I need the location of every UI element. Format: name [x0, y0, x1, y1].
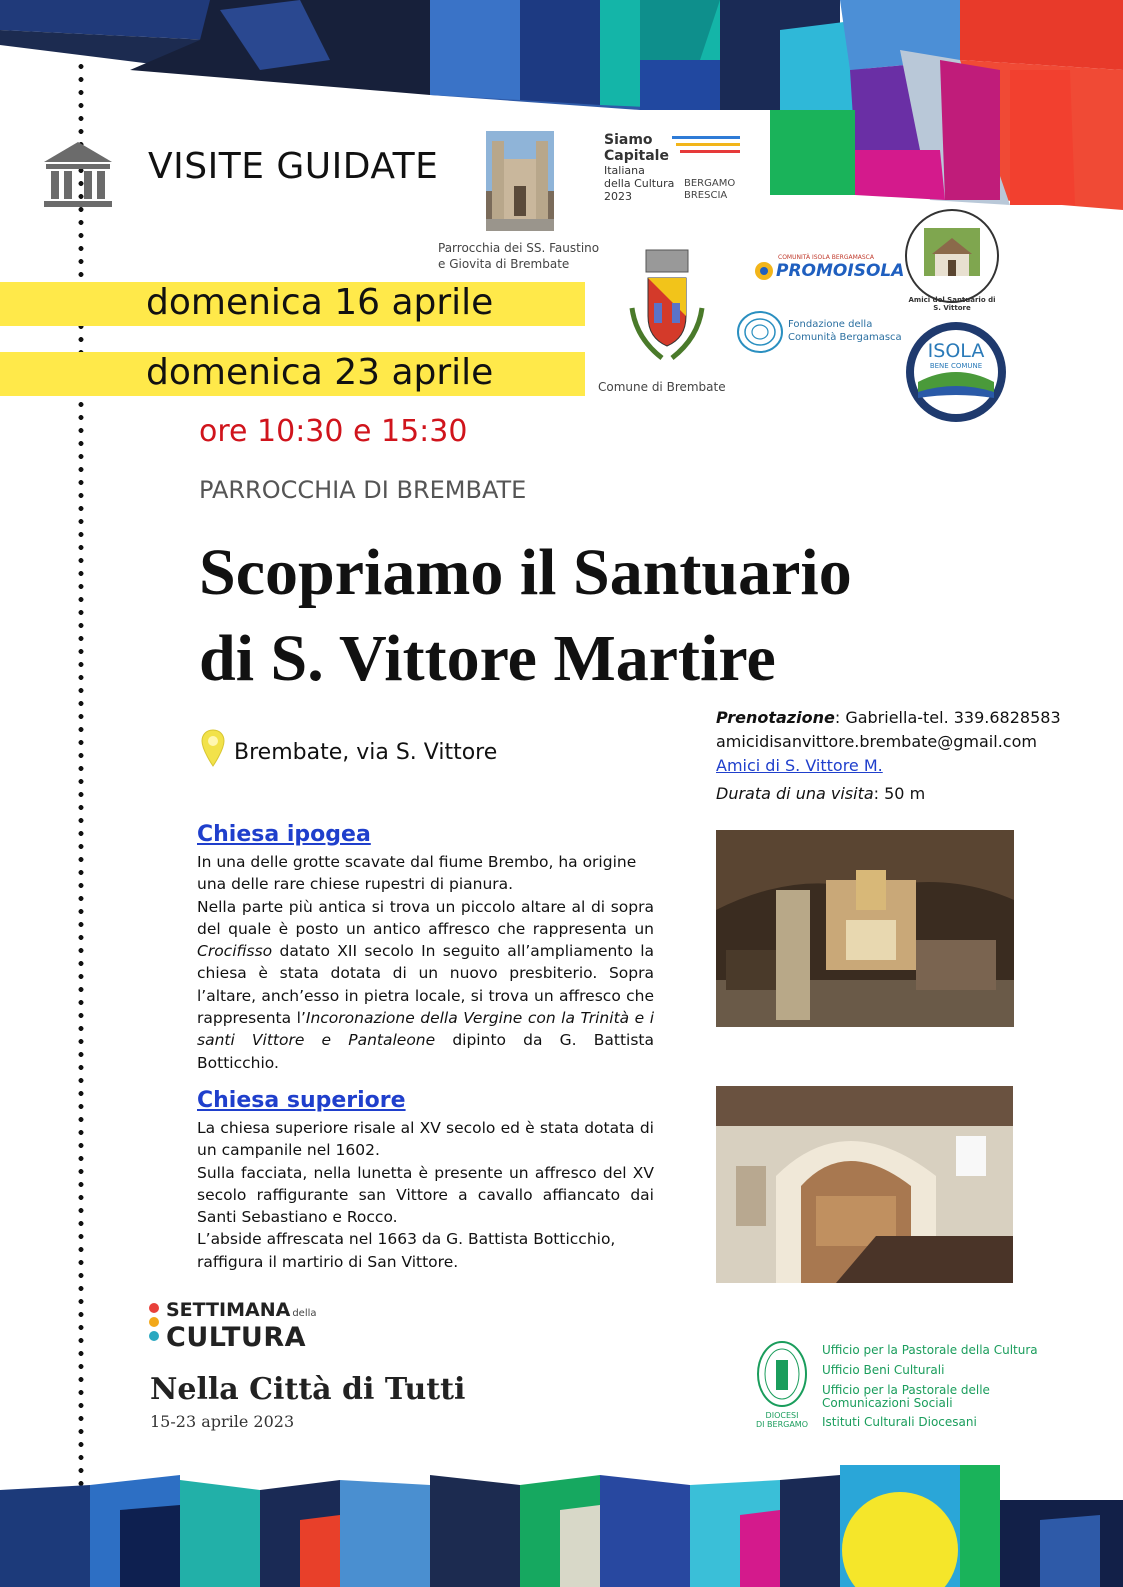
date-1: domenica 16 aprile [146, 282, 494, 323]
bottom-decorative-artwork [0, 1460, 1123, 1587]
promoisola-small-text: COMUNITÀ ISOLA BERGAMASCA [778, 254, 874, 261]
fondazione-line-1: Fondazione della [788, 319, 873, 330]
comune-coat-of-arms [624, 248, 710, 370]
capitale-cultura-logo [604, 132, 674, 203]
cultura-text: della Cultura [604, 177, 675, 190]
isola-logo-text: ISOLA [927, 340, 985, 362]
chiesa-superiore-link[interactable]: Chiesa superiore [197, 1088, 406, 1113]
capitale-stripes-icon [672, 134, 742, 158]
booking-info [716, 706, 1061, 806]
chiesa-ipogea-link[interactable]: Chiesa ipogea [197, 822, 371, 847]
diocesi-offices [822, 1340, 1038, 1432]
amici-seal-text: Amici del Santuario di S. Vittore [908, 296, 996, 312]
office-line-1: Ufficio per la Pastorale della Cultura [822, 1343, 1038, 1357]
address-text: Brembate, via S. Vittore [234, 740, 498, 765]
superiore-paragraph-1: La chiesa superiore risale al XV secolo ed è stata dotata di un campanile nel 1602. [197, 1119, 654, 1160]
bergamo-text: BERGAMO [684, 178, 736, 189]
amici-link[interactable]: Amici di S. Vittore M. [716, 756, 883, 775]
ipogea-p2-part-a: Nella parte più antica si trova un piccolo altare al di sopra del quale è posto un antico affresco che rappresenta un [197, 897, 654, 938]
durata-value: : 50 m [873, 784, 926, 803]
title-line-2: di S. Vittore Martire [199, 622, 776, 695]
ipogea-p2-part-b: datato XII secolo In seguito all’ampliamento la chiesa è stata dotata di un nuovo presbiterio. Sopra l’altare, anch’esso in pietra locale, si trova un affresco che rappresenta l’ [197, 942, 654, 1028]
chiesa-superiore-text [197, 1117, 654, 1273]
office-line-5: Istituti Culturali Diocesani [822, 1415, 977, 1429]
settimana-cultura-logo [148, 1300, 317, 1352]
nella-citta-title: Nella Città di Tutti [150, 1372, 466, 1407]
chiesa-superiore-photo [716, 1086, 1013, 1283]
booking-email: amicidisanvittore.brembate@gmail.com [716, 732, 1037, 751]
office-line-3: Ufficio per la Pastorale delle [822, 1383, 990, 1397]
cultura-text: CULTURA [166, 1322, 307, 1353]
museum-icon [42, 140, 114, 212]
ipogea-paragraph-1: In una delle grotte scavate dal fiume Brembo, ha origine una delle rare chiese rupestri di pianura. [197, 853, 637, 894]
location-pin-icon [200, 728, 226, 768]
superiore-paragraph-3: L’abside affrescata nel 1663 da G. Battista Botticchio, raffigura il martirio di San Vittore. [197, 1230, 616, 1271]
bergamo-line: DI BERGAMO [755, 1420, 809, 1429]
bergamo-brescia-text [684, 178, 735, 202]
parrocchia-caption: Parrocchia dei SS. Faustino e Giovita di Brembate [438, 241, 600, 271]
fondazione-text [788, 318, 902, 344]
parrocchia-church-photo [486, 131, 554, 231]
date-range-text: 15-23 aprile 2023 [150, 1412, 295, 1431]
brescia-text: BRESCIA [684, 190, 728, 201]
ipogea-p2-part-c: dipinto da G. Battista Botticchio. [197, 1031, 654, 1072]
capitale-text: Capitale [604, 148, 669, 164]
superiore-paragraph-2: Sulla facciata, nella lunetta è presente un affresco del XV secolo raffigurante san Vittore a cavallo affiancato dai Santi Sebastiano e Rocco. [197, 1163, 654, 1227]
isola-sub-text: BENE COMUNE [929, 362, 983, 370]
colored-dots-icon [148, 1300, 162, 1344]
promoisola-logo [752, 254, 904, 281]
amici-santuario-seal [904, 208, 1000, 304]
comune-caption: Comune di Brembate [598, 380, 726, 394]
durata-label: Durata di una visita [716, 784, 874, 803]
ipogea-p2-italic-2: Incoronazione della Vergine con la Trinità e i santi Vittore e Pantaleone [197, 1009, 654, 1050]
fondazione-line-2: Comunità Bergamasca [788, 332, 902, 343]
ipogea-paragraph-2 [197, 896, 654, 1074]
della-text: della [292, 1308, 317, 1319]
promoisola-icon [752, 261, 776, 281]
main-title [199, 530, 852, 702]
office-line-2: Ufficio Beni Culturali [822, 1363, 945, 1377]
promoisola-text: PROMOISOLA [776, 261, 905, 281]
dotted-vertical-line [78, 60, 84, 1490]
chiesa-ipogea-text [197, 851, 654, 1074]
orario-text: ore 10:30 e 15:30 [199, 414, 468, 449]
booking-value: : Gabriella-tel. 339.6828583 [834, 708, 1061, 727]
diocesi-seal-text [752, 1411, 812, 1429]
year-text: 2023 [604, 190, 632, 203]
office-line-4: Comunicazioni Sociali [822, 1396, 953, 1410]
diocesi-seal [756, 1340, 808, 1408]
siamo-text: Siamo [604, 132, 653, 148]
chiesa-ipogea-photo [716, 830, 1014, 1027]
diocesi-line: DIOCESI [765, 1411, 799, 1420]
ipogea-p2-italic: Crocifisso [197, 942, 273, 961]
booking-label: Prenotazione [716, 708, 835, 727]
isola-bene-comune-logo [904, 320, 1008, 424]
visite-guidate-label: VISITE GUIDATE [148, 146, 439, 187]
title-line-1: Scopriamo il Santuario [199, 536, 852, 609]
settimana-text: SETTIMANA [166, 1299, 291, 1321]
parrocchia-heading: PARROCCHIA DI BREMBATE [199, 476, 527, 504]
fondazione-swirl-icon [735, 308, 785, 356]
date-2: domenica 23 aprile [146, 352, 494, 393]
italiana-text: Italiana [604, 164, 645, 177]
